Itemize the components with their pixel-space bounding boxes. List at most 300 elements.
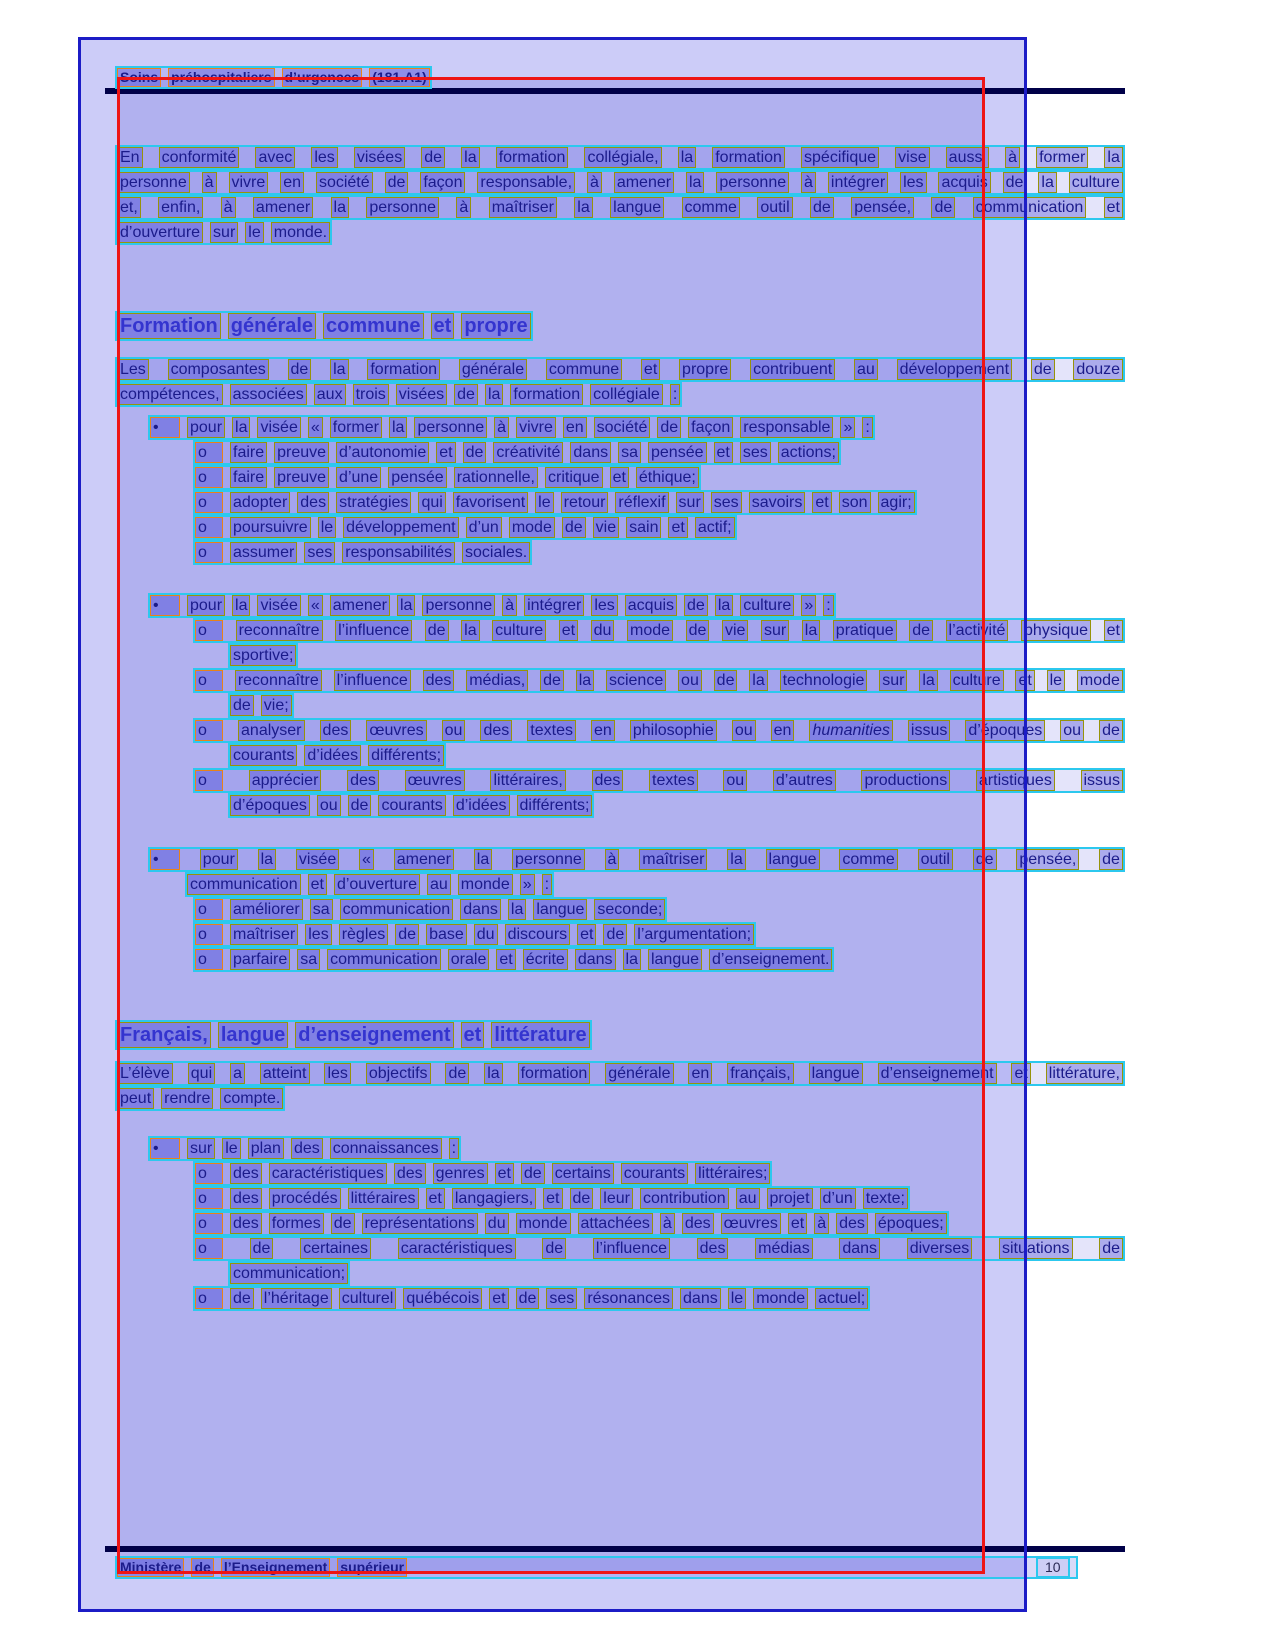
word-box: propre [679, 359, 731, 380]
word-box: en [280, 172, 304, 193]
word-box: les [324, 1063, 350, 1084]
word-box: d’enseignement [878, 1063, 997, 1084]
bullet-marker: o [195, 442, 223, 463]
word-box: à [660, 1213, 675, 1234]
word-box: différents; [517, 795, 593, 816]
word-box: plan [248, 1138, 284, 1159]
word-box: pratique [833, 620, 897, 641]
word-box: Soins [117, 68, 161, 87]
word-box: collégiale, [584, 147, 661, 168]
word-box: et [812, 492, 831, 513]
word-box: au [736, 1188, 760, 1209]
word-box: générale [605, 1063, 673, 1084]
word-box: trois [353, 384, 389, 405]
word-box: langagiers, [452, 1188, 536, 1209]
word-box: savoirs [749, 492, 806, 513]
word-box: époques; [875, 1213, 947, 1234]
word-box: textes [649, 770, 698, 791]
word-box: dans [839, 1238, 880, 1259]
text-line [228, 643, 298, 668]
word-box: commune [546, 359, 622, 380]
word-box: générale [459, 359, 527, 380]
footer-rule [105, 1546, 1125, 1552]
word-box: vivre [229, 172, 269, 193]
word-box: acquis [625, 595, 677, 616]
word-box: et [543, 1188, 562, 1209]
word-box: et [559, 620, 578, 641]
word-box: Ministère [117, 1558, 184, 1577]
word-box: retour [561, 492, 609, 513]
word-box: vie [593, 517, 619, 538]
word-box: personne [422, 595, 495, 616]
word-box: en [563, 417, 587, 438]
word-box: intégrer [828, 172, 888, 193]
word-box: responsable, [477, 172, 575, 193]
word-box: : [670, 384, 680, 405]
word-box: compte. [220, 1088, 283, 1109]
word-box: faire [230, 467, 267, 488]
word-box: l’influence [334, 670, 411, 691]
word-box: » [520, 874, 535, 895]
word-box: orale [448, 949, 490, 970]
word-box: ou [442, 720, 466, 741]
word-box: de [348, 795, 372, 816]
word-box: visée [296, 849, 339, 870]
bullet-marker: o [195, 517, 223, 538]
word-box: des [347, 770, 379, 791]
word-box: certaines [300, 1238, 371, 1259]
text-line [228, 693, 294, 718]
heading-formation-generale [115, 311, 1125, 341]
word-box: pensée [388, 467, 447, 488]
word-box: au [854, 359, 878, 380]
word-box: sain [626, 517, 661, 538]
word-box: des [291, 1138, 323, 1159]
word-box: mode [627, 620, 673, 641]
text-line [115, 1086, 285, 1111]
word-box: avec [255, 147, 295, 168]
word-box: des [423, 670, 455, 691]
text-line [115, 311, 533, 341]
word-box: l’influence [593, 1238, 670, 1259]
word-box: texte; [863, 1188, 908, 1209]
word-box: sur [676, 492, 704, 513]
text-line [115, 220, 332, 245]
word-box: (181.A1) [369, 68, 429, 87]
word-box: la [397, 595, 415, 616]
word-box: faire [230, 442, 267, 463]
text-line [148, 847, 1125, 872]
word-box: issus [908, 720, 950, 741]
word-box: de [521, 1163, 545, 1184]
word-box: à [605, 849, 620, 870]
word-box: la [232, 595, 250, 616]
word-box: textes [527, 720, 576, 741]
text-line [193, 618, 1125, 643]
word-box: l’activité [946, 620, 1009, 641]
word-box: visée [257, 417, 300, 438]
text-line [115, 170, 1125, 195]
word-box: actif; [695, 517, 735, 538]
word-box: à [456, 197, 471, 218]
word-box: procédés [269, 1188, 341, 1209]
word-box: et [1011, 1063, 1030, 1084]
word-box: courants [621, 1163, 688, 1184]
word-box: la [485, 384, 503, 405]
word-box: propre [461, 313, 530, 339]
word-box: de [463, 442, 487, 463]
word-box: et [668, 517, 687, 538]
word-box: assumer [230, 542, 297, 563]
text-line [193, 718, 1125, 743]
word-box: de [603, 924, 627, 945]
word-box: et [788, 1213, 807, 1234]
word-box: personne [414, 417, 487, 438]
word-box: de [931, 197, 955, 218]
word-box: d’ouverture [334, 874, 420, 895]
word-box: pour [187, 595, 225, 616]
word-box: d’autonomie [336, 442, 429, 463]
word-box: des [836, 1213, 868, 1234]
word-box: pensée, [851, 197, 914, 218]
word-box: projet [767, 1188, 813, 1209]
word-box: base [426, 924, 467, 945]
bullet-marker: o [195, 492, 223, 513]
word-box: de [810, 197, 834, 218]
word-box: enfin, [158, 197, 203, 218]
text-line [193, 1211, 949, 1236]
word-box: le [1047, 670, 1065, 691]
word-box: responsabilités [342, 542, 455, 563]
text-line [115, 1061, 1125, 1086]
word-box: ou [1060, 720, 1084, 741]
word-box: Français, [117, 1022, 211, 1048]
word-box: d’urgences [282, 68, 363, 87]
word-box: d’époques [230, 795, 310, 816]
bullet-marker: o [195, 1213, 223, 1234]
word-box: d’ouverture [117, 222, 203, 243]
text-line [193, 490, 917, 515]
word-box: En [117, 147, 143, 168]
word-box: et [641, 359, 660, 380]
text-line [228, 1261, 350, 1286]
word-box: de [714, 670, 738, 691]
word-box: actions; [778, 442, 839, 463]
word-box: de [454, 384, 478, 405]
word-box: et [577, 924, 596, 945]
word-box: certains [552, 1163, 614, 1184]
word-box: d’un [466, 517, 502, 538]
word-box: artistiques [976, 770, 1055, 791]
text-line [115, 195, 1125, 220]
word-box: supérieur [337, 1558, 407, 1577]
word-box: maîtriser [639, 849, 707, 870]
word-box: preuve [274, 467, 329, 488]
word-box: culture [740, 595, 794, 616]
word-box: amener [614, 172, 674, 193]
word-box: la [574, 197, 592, 218]
heading-francais [115, 1020, 1125, 1050]
bullet-marker: • [150, 1138, 180, 1159]
word-box: littéraires [348, 1188, 419, 1209]
word-box: atteint [260, 1063, 310, 1084]
text-line [115, 382, 682, 407]
word-box: pensée, [1016, 849, 1079, 870]
word-box: différents; [368, 745, 444, 766]
word-box: attachées [578, 1213, 653, 1234]
word-box: écrite [523, 949, 568, 970]
word-box: technologie [780, 670, 868, 691]
word-box: culturel [339, 1288, 397, 1309]
word-box: d’un [820, 1188, 856, 1209]
bullet-marker: o [195, 1163, 223, 1184]
word-box: le [535, 492, 553, 513]
word-box: spécifique [801, 147, 879, 168]
word-box: sur [761, 620, 789, 641]
word-box: et [1104, 197, 1123, 218]
text-line [148, 593, 836, 618]
word-box: formes [269, 1213, 324, 1234]
word-box: amener [330, 595, 390, 616]
word-box: la [330, 359, 348, 380]
word-box: culture [492, 620, 546, 641]
word-box: personne [716, 172, 789, 193]
bullet-marker: • [150, 849, 180, 870]
word-box: à [801, 172, 816, 193]
word-box: la [508, 899, 526, 920]
running-header [115, 66, 432, 89]
word-box: dans [680, 1288, 721, 1309]
word-box: des [480, 720, 512, 741]
word-box: et [1015, 670, 1034, 691]
word-box: sa [310, 899, 333, 920]
word-box: œuvres [721, 1213, 781, 1234]
word-box: la [474, 849, 492, 870]
word-box: seconde; [594, 899, 665, 920]
word-box: ou [723, 770, 747, 791]
word-box: ses [546, 1288, 577, 1309]
word-box: de [230, 695, 254, 716]
word-box: diverses [907, 1238, 973, 1259]
bullet-marker: o [195, 899, 223, 920]
word-box: ses [711, 492, 742, 513]
word-box: agir; [878, 492, 915, 513]
word-box: : [823, 595, 833, 616]
word-box: et [426, 1188, 445, 1209]
word-box: : [542, 874, 552, 895]
word-box: humanities [809, 720, 892, 741]
word-box: composantes [168, 359, 269, 380]
word-box: favorisent [453, 492, 528, 513]
word-box: amener [253, 197, 313, 218]
word-box: français, [727, 1063, 793, 1084]
text-line [193, 1161, 772, 1186]
word-box: de [542, 1238, 566, 1259]
word-box: médias [755, 1238, 813, 1259]
word-box: : [449, 1138, 459, 1159]
word-box: intégrer [524, 595, 584, 616]
word-box: communication [187, 874, 301, 895]
word-box: former [1036, 147, 1088, 168]
word-box: l’influence [335, 620, 412, 641]
text-line [228, 793, 594, 818]
word-box: actuel; [815, 1288, 868, 1309]
word-box: la [715, 595, 733, 616]
word-box: la [919, 670, 937, 691]
word-box: visées [354, 147, 405, 168]
word-box: l’héritage [261, 1288, 332, 1309]
word-box: de [570, 1188, 594, 1209]
word-box: peut [117, 1088, 154, 1109]
word-box: aussi [946, 147, 989, 168]
word-box: résonances [584, 1288, 673, 1309]
text-line [193, 897, 667, 922]
word-box: former [330, 417, 382, 438]
word-box: la [389, 417, 407, 438]
word-box: formation [510, 384, 583, 405]
word-box: comme [682, 197, 740, 218]
word-box: commune [323, 313, 423, 339]
word-box: et [308, 874, 327, 895]
word-box: de [686, 620, 710, 641]
word-box: langue [766, 849, 820, 870]
word-box: sur [210, 222, 238, 243]
word-box: vie; [261, 695, 292, 716]
page-number: 10 [1036, 1557, 1070, 1578]
word-box: de [421, 147, 445, 168]
word-box: de [250, 1238, 274, 1259]
word-box: reconnaître [236, 620, 323, 641]
word-box: aux [314, 384, 346, 405]
word-box: le [245, 222, 263, 243]
word-box: associées [230, 384, 307, 405]
word-box: monde [458, 874, 513, 895]
word-box: de [540, 670, 564, 691]
word-box: adopter [230, 492, 290, 513]
word-box: qui [418, 492, 445, 513]
word-box: et, [117, 197, 141, 218]
word-box: sa [297, 949, 320, 970]
text-line [115, 145, 1125, 170]
word-box: courants [378, 795, 445, 816]
word-box: collégiale [590, 384, 663, 405]
word-box: du [485, 1213, 509, 1234]
text-line [115, 1020, 592, 1050]
word-box: de [973, 849, 997, 870]
word-box: la [484, 1063, 502, 1084]
word-box: ou [317, 795, 341, 816]
word-box: des [682, 1213, 714, 1234]
word-box: monde. [271, 222, 330, 243]
word-box: comme [839, 849, 897, 870]
word-box: d’époques [965, 720, 1045, 741]
word-box: et [714, 442, 733, 463]
word-box: les [900, 172, 926, 193]
word-box: visée [257, 595, 300, 616]
word-box: contribuent [750, 359, 835, 380]
word-box: langue [809, 1063, 863, 1084]
word-box: « [308, 417, 323, 438]
word-box: outil [757, 197, 792, 218]
bullet-marker: o [195, 770, 223, 791]
word-box: façon [420, 172, 465, 193]
word-box: littéraires, [490, 770, 565, 791]
word-box: d’enseignement. [709, 949, 832, 970]
word-box: des [230, 1213, 262, 1234]
word-box: caractéristiques [398, 1238, 516, 1259]
visee-culture-list [115, 593, 1125, 818]
bullet-marker: o [195, 1288, 223, 1309]
word-box: analyser [238, 720, 304, 741]
word-box: L’élève [117, 1063, 173, 1084]
text-line [148, 1136, 461, 1161]
word-box: en [688, 1063, 712, 1084]
word-box: connaissances [330, 1138, 442, 1159]
word-box: d’une [336, 467, 381, 488]
text-line [185, 872, 554, 897]
word-box: sur [187, 1138, 215, 1159]
word-box: façon [688, 417, 733, 438]
word-box: sur [879, 670, 907, 691]
word-box: monde [516, 1213, 571, 1234]
page-content [115, 145, 1125, 1311]
word-box: en [771, 720, 795, 741]
word-box: de [562, 517, 586, 538]
word-box: sa [618, 442, 641, 463]
text-line [193, 540, 532, 565]
word-box: communication [973, 197, 1087, 218]
word-box: communication [340, 899, 454, 920]
word-box: personne [512, 849, 585, 870]
word-box: de [288, 359, 312, 380]
word-box: au [427, 874, 451, 895]
bullet-marker: o [195, 1188, 223, 1209]
word-box: issus [1081, 770, 1123, 791]
word-box: ou [732, 720, 756, 741]
word-box: et [436, 442, 455, 463]
word-box: objectifs [366, 1063, 431, 1084]
word-box: générale [228, 313, 316, 339]
running-footer [115, 1556, 1078, 1579]
word-box: éthique; [636, 467, 699, 488]
word-box: la [258, 849, 276, 870]
word-box: la [461, 147, 479, 168]
text-line [193, 947, 834, 972]
word-box: de [445, 1063, 469, 1084]
word-box: « [308, 595, 323, 616]
word-box: dans [570, 442, 611, 463]
word-box: rendre [161, 1088, 213, 1109]
word-box: de [1099, 720, 1123, 741]
word-box: en [591, 720, 615, 741]
word-box: de [909, 620, 933, 641]
word-box: la [1104, 147, 1122, 168]
text-line [193, 440, 841, 465]
word-box: à [814, 1213, 829, 1234]
word-box: améliorer [230, 899, 303, 920]
word-box: de [395, 924, 419, 945]
word-box: des [592, 770, 624, 791]
word-box: discours [505, 924, 571, 945]
word-box: à [502, 595, 517, 616]
word-box: ou [678, 670, 702, 691]
word-box: la [623, 949, 641, 970]
word-box: de [230, 1288, 254, 1309]
word-box: des [230, 1163, 262, 1184]
word-box: la [461, 620, 479, 641]
word-box: de [191, 1558, 213, 1577]
word-box: règles [339, 924, 389, 945]
